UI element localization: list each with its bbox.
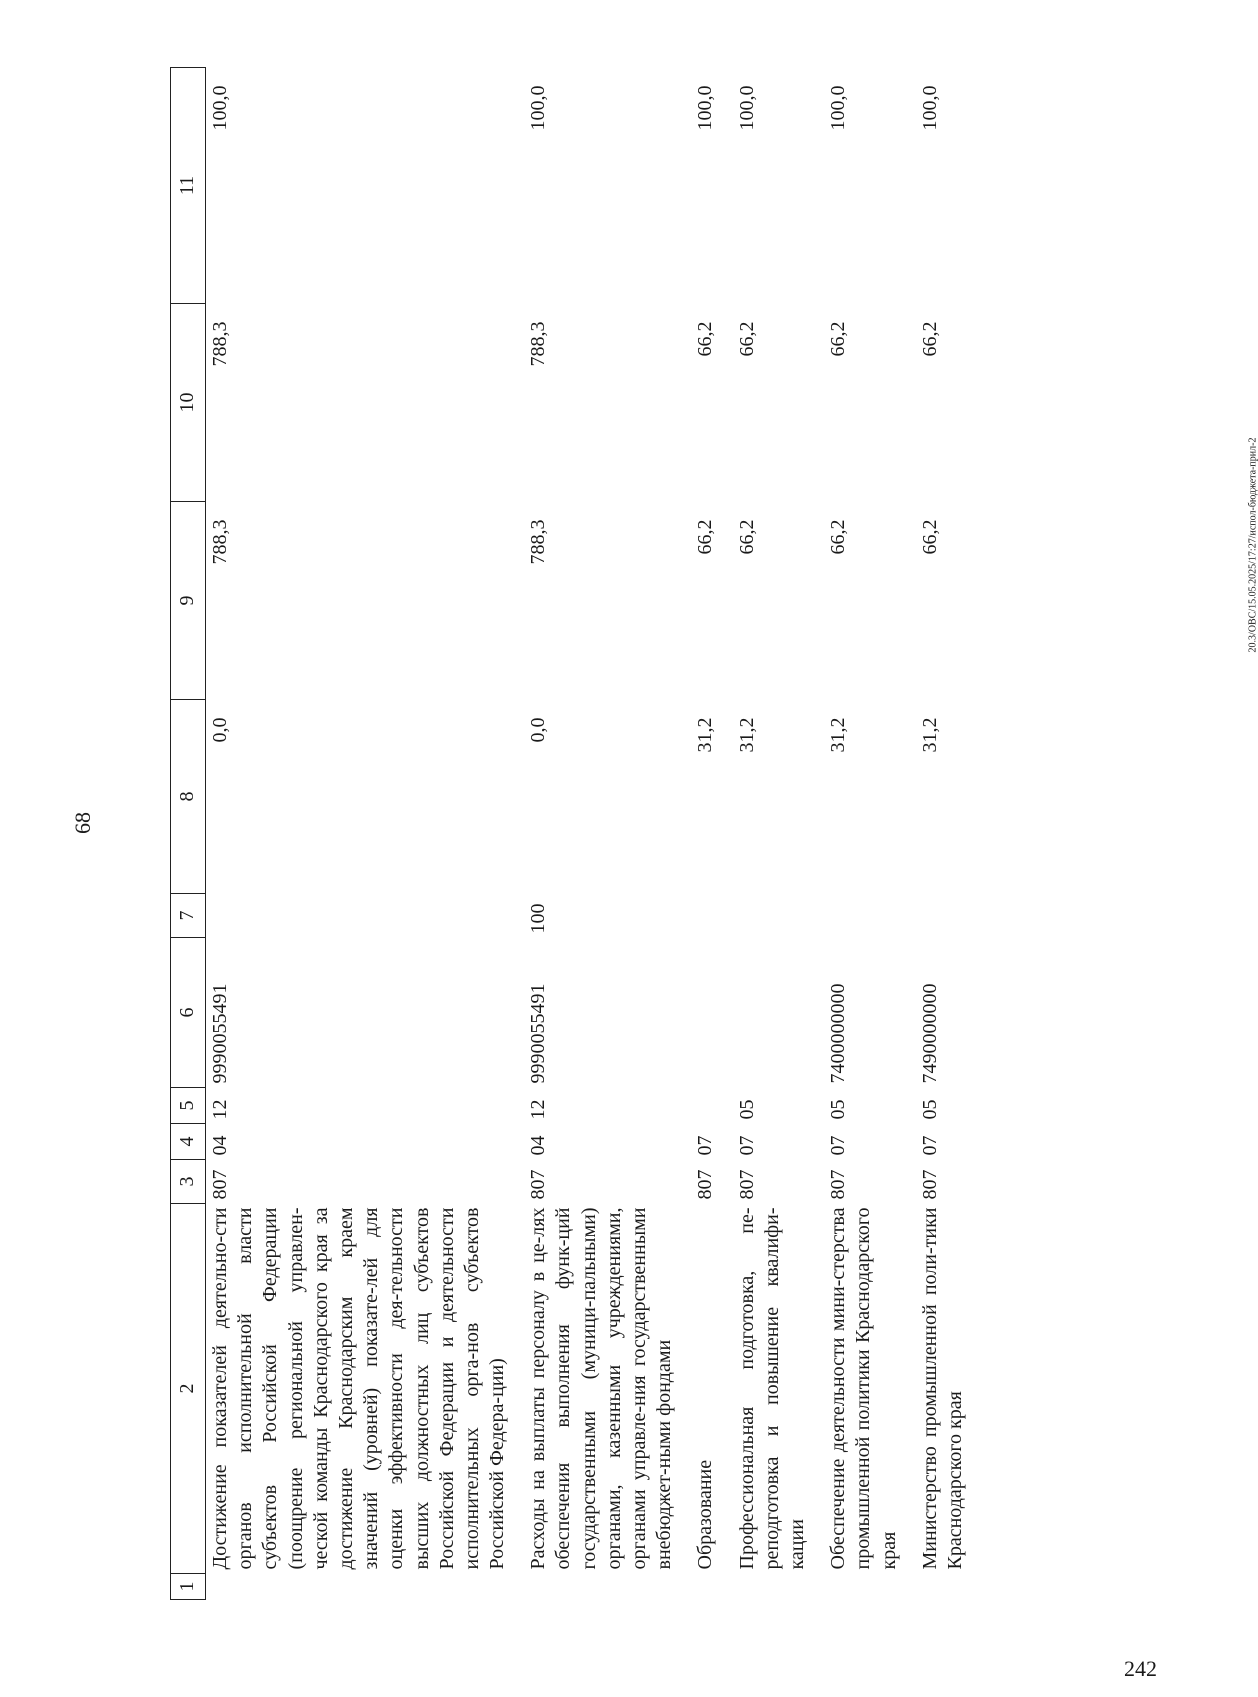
cell-c11: 100,0 — [918, 85, 941, 131]
page-number: 68 — [70, 812, 95, 834]
cell-c6 — [733, 938, 825, 1088]
cell-c7 — [824, 894, 916, 938]
cell-name: Образование — [694, 1459, 717, 1570]
footer-page-number: 242 — [1124, 1656, 1157, 1681]
cell-c3: 807 — [735, 1169, 758, 1200]
cell-c5: 05 — [827, 1099, 850, 1120]
table-row — [524, 68, 691, 1600]
document-code: 20.3/ОВС/15.05.2025/17:27/испол-бюджета-прил-2 — [1247, 437, 1258, 653]
cell-c5: 12 — [527, 1099, 550, 1120]
cell-c5: 05 — [918, 1099, 941, 1120]
cell-name: Министерство промышленной поли-тики Краснодарского края — [918, 1207, 966, 1570]
cell-name: Достижение показателей деятельно-сти органов исполнительной власти субъектов Российской Федерации (поощрение региональной управлен-ческой команды Краснодарского края за достижение Краснодарским краем значений (уровней) показате-лей для оценки эффективности дея-тельности высших должностных лиц субъектов Российской Федерации и деятельности исполнительных орга-нов субъектов Российской Федера-ции) — [209, 1207, 509, 1570]
cell-c3: 807 — [918, 1169, 941, 1200]
cell-empty — [916, 1574, 982, 1600]
cell-c7: 100 — [527, 903, 550, 934]
cell-c9: 66,2 — [735, 519, 758, 555]
cell-c3: 807 — [209, 1169, 231, 1200]
cell-c10: 788,3 — [209, 321, 231, 367]
cell-c5: 05 — [735, 1099, 758, 1120]
table-row — [691, 68, 732, 1600]
cell-c9: 788,3 — [527, 519, 550, 565]
column-header: 5 — [171, 1088, 206, 1124]
cell-c10: 66,2 — [827, 321, 850, 357]
table-row — [206, 68, 525, 1600]
table-row — [824, 68, 916, 1600]
column-header: 11 — [171, 68, 206, 304]
cell-c8: 31,2 — [918, 717, 941, 753]
cell-c6: 9990055491 — [527, 983, 550, 1084]
cell-c7 — [691, 894, 732, 938]
cell-c6 — [691, 938, 732, 1088]
cell-c9: 66,2 — [918, 519, 941, 555]
cell-c4: 07 — [918, 1135, 941, 1156]
cell-c6: 9990055491 — [209, 983, 231, 1084]
cell-c11: 100,0 — [527, 85, 550, 131]
cell-c4: 07 — [827, 1135, 850, 1156]
budget-table — [170, 67, 982, 1600]
cell-empty — [524, 1574, 691, 1600]
cell-c11: 100,0 — [209, 85, 231, 131]
column-header: 9 — [171, 502, 206, 700]
cell-c7 — [916, 894, 982, 938]
cell-c5 — [691, 1088, 732, 1124]
table-row — [733, 68, 825, 1600]
column-header: 7 — [171, 894, 206, 938]
cell-c8: 0,0 — [527, 717, 550, 743]
cell-empty — [691, 1574, 732, 1600]
cell-empty — [733, 1574, 825, 1600]
column-header: 4 — [171, 1124, 206, 1160]
cell-c11: 100,0 — [735, 85, 758, 131]
cell-c10: 66,2 — [694, 321, 717, 357]
budget-table-rotated — [170, 68, 1120, 1600]
column-header: 6 — [171, 938, 206, 1088]
cell-c8: 0,0 — [209, 717, 231, 743]
cell-c8: 31,2 — [694, 717, 717, 753]
table-header-row — [171, 68, 206, 1600]
cell-name: Профессиональная подготовка, пе-реподготовка и повышение квалифи-кации — [735, 1207, 808, 1570]
cell-c9: 788,3 — [209, 519, 231, 565]
cell-empty — [824, 1574, 916, 1600]
cell-c4: 07 — [694, 1135, 717, 1156]
column-header: 10 — [171, 304, 206, 502]
cell-c8: 31,2 — [827, 717, 850, 753]
cell-c3: 807 — [527, 1169, 550, 1200]
column-header: 2 — [171, 1204, 206, 1574]
cell-c9: 66,2 — [827, 519, 850, 555]
cell-c5: 12 — [209, 1099, 231, 1120]
cell-c3: 807 — [694, 1169, 717, 1200]
column-header: 8 — [171, 700, 206, 894]
cell-c4: 04 — [209, 1135, 231, 1156]
cell-empty — [206, 1574, 525, 1600]
cell-c6: 7490000000 — [918, 983, 941, 1084]
cell-name: Расходы на выплаты персоналу в це-лях обеспечения выполнения функ-ций государственными (муници-пальными) органами, казенными учреждениями, органами управле-ния государственными внебюджет-ными фондами — [527, 1207, 676, 1570]
cell-c6: 7400000000 — [827, 983, 850, 1084]
cell-c8: 31,2 — [735, 717, 758, 753]
cell-c3: 807 — [827, 1169, 850, 1200]
cell-c11: 100,0 — [827, 85, 850, 131]
cell-c10: 66,2 — [918, 321, 941, 357]
table-row — [916, 68, 982, 1600]
cell-c10: 788,3 — [527, 321, 550, 367]
cell-c11: 100,0 — [694, 85, 717, 131]
cell-c9: 66,2 — [694, 519, 717, 555]
column-header: 1 — [171, 1574, 206, 1600]
cell-c4: 04 — [527, 1135, 550, 1156]
cell-c4: 07 — [735, 1135, 758, 1156]
cell-c10: 66,2 — [735, 321, 758, 357]
cell-c7 — [733, 894, 825, 938]
column-header: 3 — [171, 1160, 206, 1204]
cell-c7 — [206, 894, 525, 938]
cell-name: Обеспечение деятельности мини-стерства промышленной политики Краснодарского края — [827, 1207, 900, 1570]
